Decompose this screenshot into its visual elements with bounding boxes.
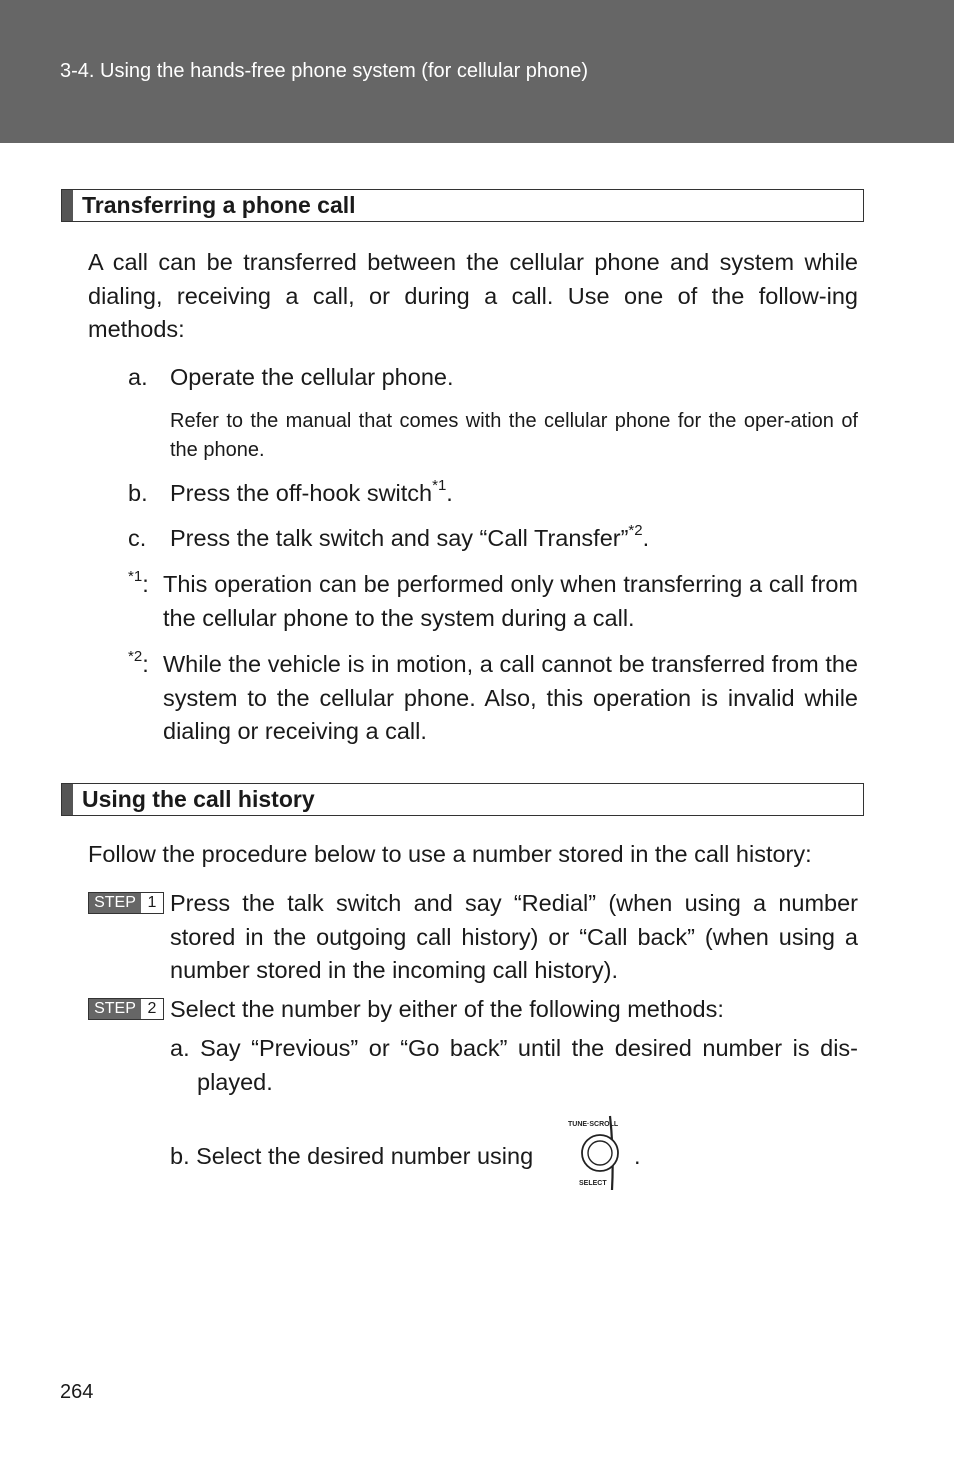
list-item-a-note: Refer to the manual that comes with the cellular phone for the oper-ation of the phone. bbox=[170, 410, 858, 461]
list-item-c: Press the talk switch and say “Call Transfer”$^{*2}$. bbox=[170, 522, 650, 551]
sub-item-b: b. Select the desired number using bbox=[170, 1143, 534, 1169]
heading-marker bbox=[62, 784, 73, 815]
page-number: 264 bbox=[60, 1381, 94, 1403]
footnote-1-mark: $^{*1}$: bbox=[128, 568, 149, 597]
section-title: Transferring a phone call bbox=[82, 192, 356, 218]
knob-top-label: TUNE·SCROLL bbox=[568, 1121, 619, 1128]
footnote-2-mark: $^{*2}$: bbox=[128, 648, 149, 677]
step-1-badge: STEP 1 bbox=[88, 892, 164, 914]
heading-marker bbox=[62, 190, 73, 221]
list-letter-b: b. bbox=[128, 480, 148, 506]
step-2-text: Select the number by either of the following methods: bbox=[170, 996, 724, 1022]
list-item-a: Operate the cellular phone. bbox=[170, 364, 454, 390]
intro-paragraph: A call can be transferred between the cellular phone and system while dialing, receiving a call, or during a call. Use one of the follow-ing methods: bbox=[88, 249, 858, 342]
footnote-2-text: While the vehicle is in motion, a call cannot be transferred from the system to the cellular phone. Also, this operation is invalid while dialing or receiving a call. bbox=[163, 651, 858, 744]
section-heading-transferring bbox=[61, 189, 864, 222]
footnote-1-text: This operation can be performed only when transferring a call from the cellular phone to the system during a call. bbox=[163, 571, 858, 631]
tune-scroll-knob-icon bbox=[566, 1112, 626, 1194]
section-title: Using the call history bbox=[82, 786, 315, 812]
step-2-badge: STEP 2 bbox=[88, 998, 164, 1020]
list-letter-c: c. bbox=[128, 525, 147, 551]
footnote-ref-2: *2 bbox=[628, 522, 643, 539]
step-1-text: Press the talk switch and say “Redial” (when using a number stored in the outgoing call history) or “Call back” (when using a number stored in the incoming call history). bbox=[170, 890, 858, 983]
list-item-b: Press the off-hook switch$^{*1}$. bbox=[170, 477, 453, 506]
call-history-intro: Follow the procedure below to use a number stored in the call history: bbox=[88, 841, 812, 867]
footnote-ref-1: *1 bbox=[432, 477, 447, 494]
knob-bottom-label: SELECT bbox=[579, 1180, 607, 1187]
chapter-title: 3-4. Using the hands-free phone system (for cellular phone) bbox=[60, 60, 589, 82]
list-letter-a: a. bbox=[128, 364, 148, 390]
section-heading-call-history bbox=[61, 783, 864, 816]
header-bar bbox=[0, 0, 954, 143]
sub-item-b-period: . bbox=[634, 1143, 641, 1169]
sub-item-a: a. Say “Previous” or “Go back” until the desired number is dis-played. bbox=[170, 1035, 858, 1095]
